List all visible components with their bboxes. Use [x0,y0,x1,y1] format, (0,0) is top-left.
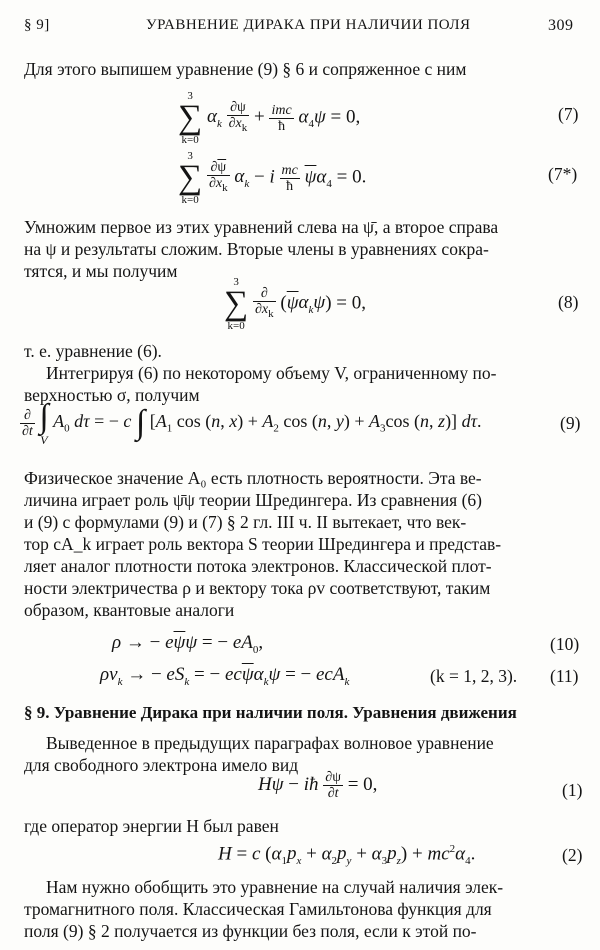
paragraph-2-line-3: тятся, и мы получим [24,261,178,281]
paragraph-2-line-1: Умножим первое из этих уравнений слева на ψ̄, а второе справа [24,217,499,237]
paragraph-2-line-2: на ψ и результаты сложим. Вторые члены в уравнениях сокра- [24,239,489,259]
paragraph-4-line-5: ляет аналог плотности потока электронов. Классической плот- [24,556,492,576]
equation-10: ρ → − $e\overline{\psi}\psi$ = − $eA_0$, [112,632,264,656]
paragraph-4-line-7: образом, квантовые аналоги [24,600,235,620]
paragraph-5-line-2: для свободного электрона имело вид [24,755,299,775]
header-page-number: 309 [548,17,574,34]
equation-10-label: (10) [550,634,580,654]
equation-9-label: (9) [560,413,581,433]
paragraph-4-line-4: тор cA_k играет роль вектора S теории Шредингера и представ- [24,534,502,554]
paragraph-4-line-3: и (9) с формулами (9) и (7) § 2 гл. III ч. II вытекает, что век- [24,512,467,532]
equation-8: 3 ∑ k=0 $\frac{\partial}{\partial x_k}$ $(\overline{\psi}\alpha_k\psi) = 0$, [224,276,367,332]
paragraph-6: где оператор энергии H был равен [24,816,279,836]
paragraph-5-line-1: Выведенное в предыдущих параграфах волновое уравнение [46,733,494,753]
equation-2: H = c $(\alpha_1p_x + \alpha_2p_y + \alpha_3p_z) + mc^2\alpha_4$. [218,843,476,868]
equation-7: 3 ∑ k=0 $\alpha_k$ $\frac{\partial\psi}{\partial x_k}$ + $\frac{\text{imc}}{ħ}$ $\alpha_4\psi = 0$, [178,90,361,146]
paragraph-1: Для этого выпишем уравнение (9) § 6 и сопряженное с ним [24,59,467,79]
equation-1: Hψ − iħ $\frac{\partial\psi}{\partial t}$ = 0, [258,770,378,801]
paragraph-7-line-2: тромагнитного поля. Классическая Гамильтонова функция для [24,899,492,919]
equation-7-star-label: (7*) [548,164,578,184]
equation-11-range: (k = 1, 2, 3). [430,666,518,686]
equation-7-star: 3 ∑ k=0 $\frac{\partial\overline{\psi}}{\partial x_k}$ $\alpha_k - i$ $\frac{mc}{ħ}$ $\overline{\psi}\alpha_4 = 0$. [178,150,367,206]
header-section: § 9] [24,17,50,33]
paragraph-3-line-3: верхностью σ, получим [24,385,200,405]
equation-7-label: (7) [558,104,579,124]
equation-1-label: (1) [562,780,583,800]
paragraph-7-line-3: поля (9) § 2 получается из функции без поля, если к этой по- [24,921,477,941]
equation-2-label: (2) [562,845,583,865]
header-title: УРАВНЕНИЕ ДИРАКА ПРИ НАЛИЧИИ ПОЛЯ [146,17,471,33]
equation-9: $\frac{\partial}{\partial t}$ ∫ V $A_0$ dτ = − c ∫ [$A_1$ cos (n, $x) + A_2$ cos (n, $y) + A_3\cos$ (n, z)] dτ. [22,398,482,447]
equation-8-label: (8) [558,292,579,312]
paragraph-3-line-2: Интегрируя (6) по некоторому объему V, ограниченному по- [46,363,497,383]
paragraph-4-line-1: Физическое значение A₀ есть плотность вероятности. Эта ве- [24,468,482,488]
equation-11: $\rho v_k$ → − $eS_k$ = − $ec\overline{\psi}\alpha_k\psi$ = − ecA$_k$ [100,664,350,688]
paragraph-3-line-1: т. е. уравнение (6). [24,341,162,361]
section-heading: § 9. Уравнение Дирака при наличии поля. Уравнения движения [24,703,517,722]
equation-11-label: (11) [550,666,579,686]
paragraph-7-line-1: Нам нужно обобщить это уравнение на случай наличия элек- [46,877,504,897]
paragraph-4-line-2: личина играет роль ψ̄ψ теории Шредингера. Из сравнения (6) [24,490,483,510]
paragraph-4-line-6: ности электричества ρ и вектору тока ρv соответствуют, таким [24,578,491,598]
